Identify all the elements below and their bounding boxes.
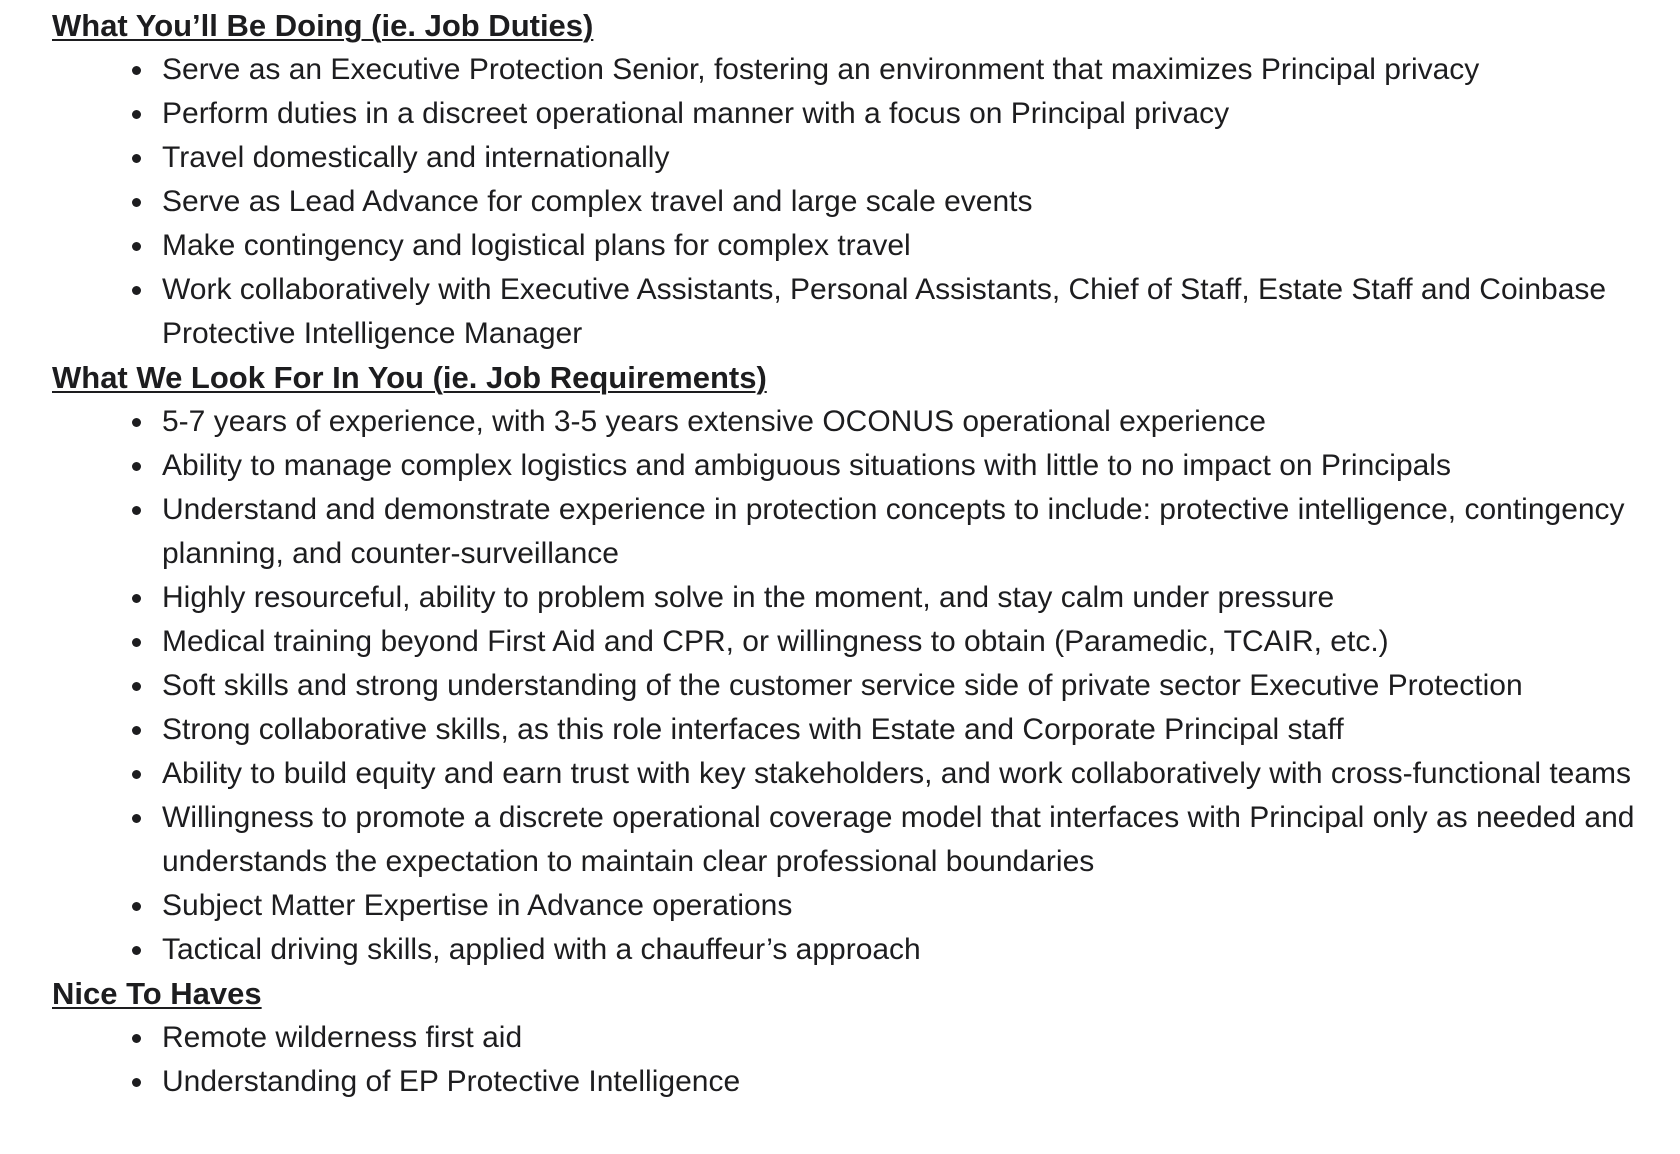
list-item: Work collaboratively with Executive Assistants, Personal Assistants, Chief of Staff, Estate Staff and Coinbase Protective Intelligence Manager [162, 268, 1652, 356]
section-nice-to-haves [52, 972, 1652, 1104]
list-item: Willingness to promote a discrete operational coverage model that interfaces with Principal only as needed and understands the expectation to maintain clear professional boundaries [162, 796, 1652, 884]
list-item: Strong collaborative skills, as this role interfaces with Estate and Corporate Principal staff [162, 708, 1652, 752]
list-item: Soft skills and strong understanding of the customer service side of private sector Executive Protection [162, 664, 1652, 708]
nice-to-haves-list [52, 1016, 1652, 1104]
list-item: Ability to manage complex logistics and ambiguous situations with little to no impact on Principals [162, 444, 1652, 488]
list-item: Highly resourceful, ability to problem solve in the moment, and stay calm under pressure [162, 576, 1652, 620]
list-item: Serve as an Executive Protection Senior, fostering an environment that maximizes Principal privacy [162, 48, 1652, 92]
section-heading-job-requirements: What We Look For In You (ie. Job Requirements) [52, 360, 767, 395]
list-item: Understand and demonstrate experience in protection concepts to include: protective intelligence, contingency planning, and counter-surveillance [162, 488, 1652, 576]
job-duties-list [52, 48, 1652, 356]
section-heading-job-duties: What You’ll Be Doing (ie. Job Duties) [52, 8, 594, 43]
section-heading-nice-to-haves: Nice To Haves [52, 976, 262, 1011]
list-item: Medical training beyond First Aid and CPR, or willingness to obtain (Paramedic, TCAIR, etc.) [162, 620, 1652, 664]
list-item: Serve as Lead Advance for complex travel and large scale events [162, 180, 1652, 224]
job-requirements-list [52, 400, 1652, 972]
list-item: Subject Matter Expertise in Advance operations [162, 884, 1652, 928]
section-job-duties [52, 4, 1652, 356]
list-item: Tactical driving skills, applied with a chauffeur’s approach [162, 928, 1652, 972]
section-job-requirements [52, 356, 1652, 972]
list-item: Remote wilderness first aid [162, 1016, 1652, 1060]
list-item: Travel domestically and internationally [162, 136, 1652, 180]
list-item: Ability to build equity and earn trust with key stakeholders, and work collaboratively with cross-functional teams [162, 752, 1652, 796]
list-item: 5-7 years of experience, with 3-5 years extensive OCONUS operational experience [162, 400, 1652, 444]
list-item: Perform duties in a discreet operational manner with a focus on Principal privacy [162, 92, 1652, 136]
list-item: Understanding of EP Protective Intelligence [162, 1060, 1652, 1104]
list-item: Make contingency and logistical plans for complex travel [162, 224, 1652, 268]
